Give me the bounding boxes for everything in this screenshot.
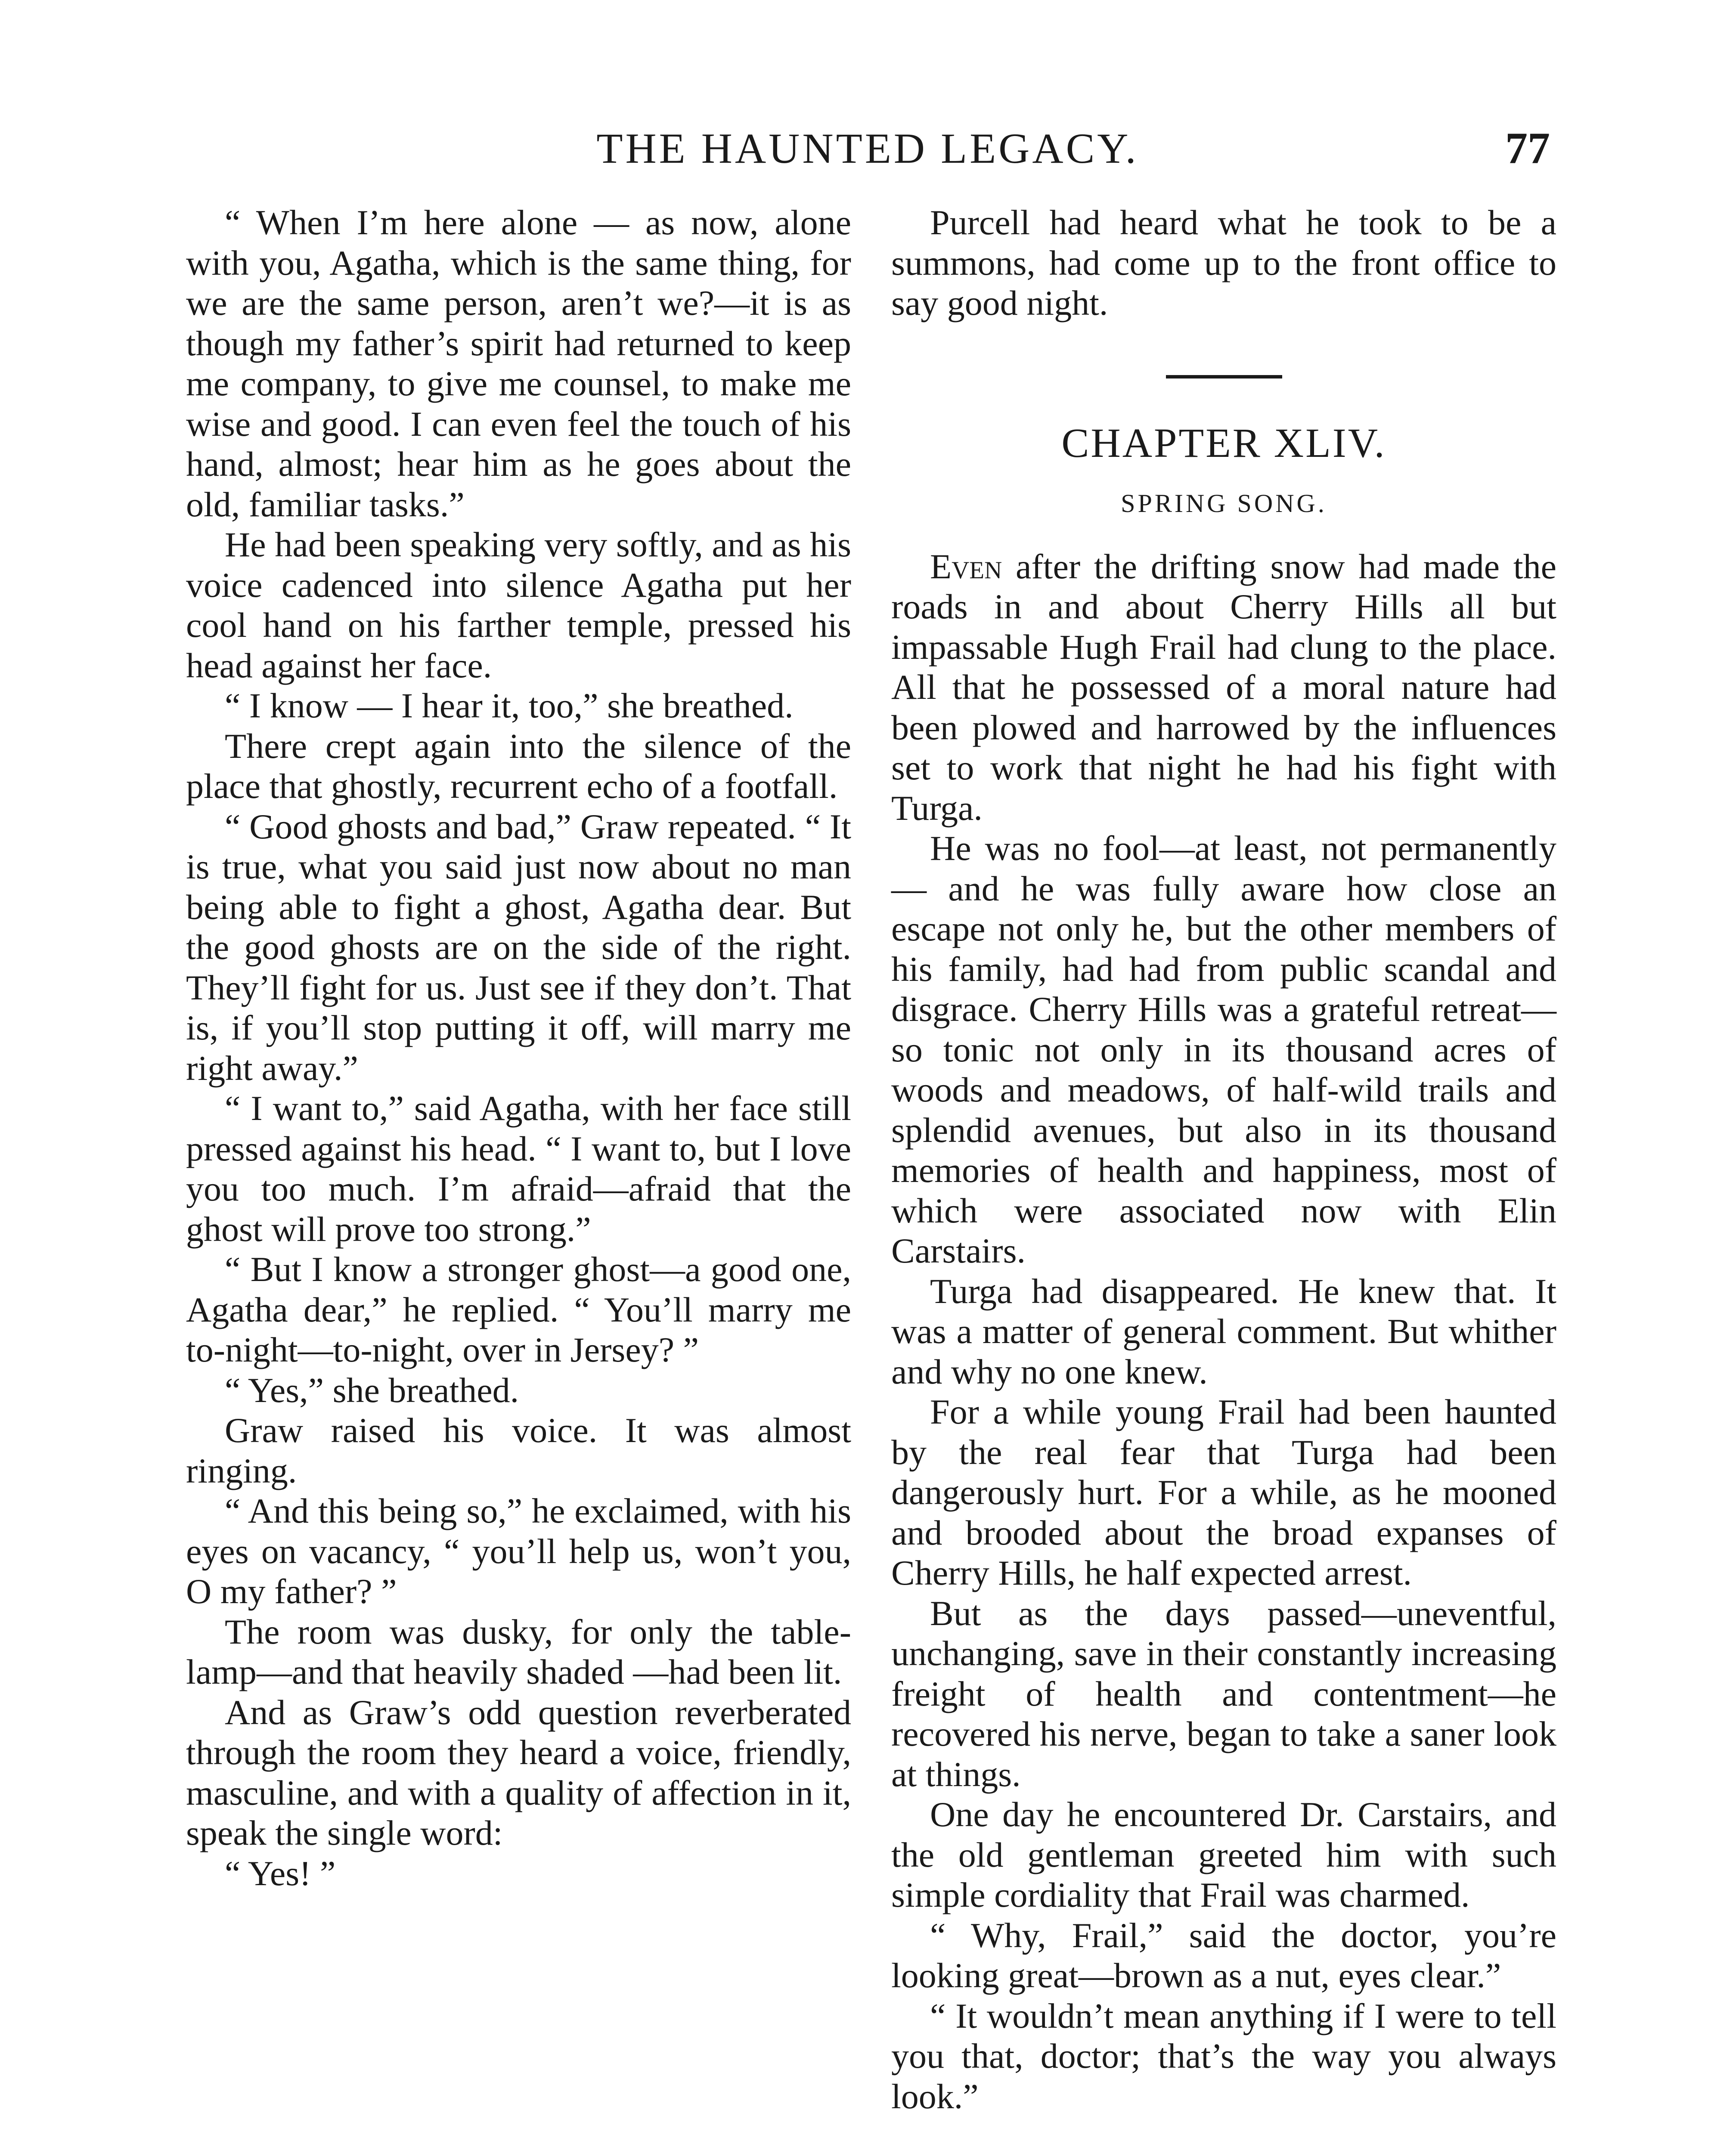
chapter-opening-word: Even [930,546,1002,586]
chapter-first-paragraph [891,546,1556,828]
paragraph: “ When I’m here alone — as now, alone with you, Agatha, which is the same thing, for we are the same person, aren’t we?—it is as though my father’s spirit had returned to keep me company, to give me counsel, to make me wise and good. I can even feel the touch of his hand, almost; hear him as he goes about the old, familiar tasks.” [186,203,851,524]
paragraph: There crept again into the silence of the place that ghostly, recurrent echo of a footfall. [186,726,851,806]
paragraph: But as the days passed—uneventful, unchanging, save in their constantly increasing freight of health and contentment—he recovered his nerve, began to take a saner look at things. [891,1593,1556,1794]
paragraph: And as Graw’s odd question reverberated through the room they heard a voice, friendly, masculine, and with a quality of affection in it, speak the single word: [186,1692,851,1852]
chapter-heading: CHAPTER XLIV. [1061,419,1386,466]
chapter-subtitle: SPRING SONG. [1121,489,1327,518]
page-number: 77 [1505,124,1550,173]
paragraph: Purcell had heard what he took to be a summons, had come up to the front office to say good night. [891,203,1556,323]
paragraph: “ Why, Frail,” said the doctor, you’re looking great—brown as a nut, eyes clear.” [891,1915,1556,1995]
paragraph: “ I know — I hear it, too,” she breathed. [225,686,794,725]
paragraph: Turga had disappeared. He knew that. It was a matter of general comment. But whither and why no one knew. [891,1271,1556,1391]
paragraph: “ Yes! ” [225,1853,336,1893]
paragraph: “ I want to,” said Agatha, with her face still pressed against his head. “ I want to, but I love you too much. I’m afraid—afraid that the ghost will prove too strong.” [186,1089,851,1249]
paragraph: The room was dusky, for only the table-lamp—and that heavily shaded —had been lit. [186,1612,851,1691]
paragraph: He had been speaking very softly, and as his voice cadenced into silence Agatha put her cool hand on his farther temple, pressed his head against her face. [186,525,851,685]
left-column [186,202,851,1893]
paragraph: “ Good ghosts and bad,” Graw repeated. “ It is true, what you said just now about no man being able to fight a ghost, Agatha dear. But the good ghosts are on the side of the right. They’ll fight for us. Just see if they don’t. That is, if you’ll stop putting it off, will marry me right away.” [186,807,851,1088]
paragraph: He was no fool—at least, not permanently — and he was fully aware how close an escape not only he, but the other members of his family, had had from public scandal and disgrace. Cherry Hills was a grateful retreat—so tonic not only in its thousand acres of woods and meadows, of half-wild trails and splendid avenues, but also in its thousand memories of health and happiness, most of which were associated now with Elin Carstairs. [891,828,1556,1270]
running-title: THE HAUNTED LEGACY. [596,124,1139,172]
paragraph: One day he encountered Dr. Carstairs, and the old gentleman greeted him with such simple cordiality that Frail was charmed. [891,1795,1556,1914]
chapter-first-paragraph-text: after the drifting snow had made the roads in and about Cherry Hills all but impassable Hugh Frail had clung to the place. All that he possessed of a moral nature had been plowed and harrowed by the influences set to work that night he had his fight with Turga. [891,546,1556,828]
section-divider [1166,375,1282,378]
paragraph: “ But I know a stronger ghost—a good one, Agatha dear,” he replied. “ You’ll marry me to-night—to-night, over in Jersey? ” [186,1250,851,1369]
paragraph: “ Yes,” she breathed. [225,1370,519,1410]
running-head [185,112,1550,185]
paragraph: Graw raised his voice. It was almost ringing. [186,1411,851,1490]
paragraph: “ It wouldn’t mean anything if I were to tell you that, doctor; that’s the way you always look.” [891,1996,1556,2116]
right-column [891,202,1556,2116]
paragraph: For a while young Frail had been haunted by the real fear that Turga had been dangerously hurt. For a while, as he mooned and brooded about the broad expanses of Cherry Hills, he half expected arrest. [891,1392,1556,1592]
paragraph: “ And this being so,” he exclaimed, with his eyes on vacancy, “ you’ll help us, won’t you, O my father? ” [186,1491,851,1611]
